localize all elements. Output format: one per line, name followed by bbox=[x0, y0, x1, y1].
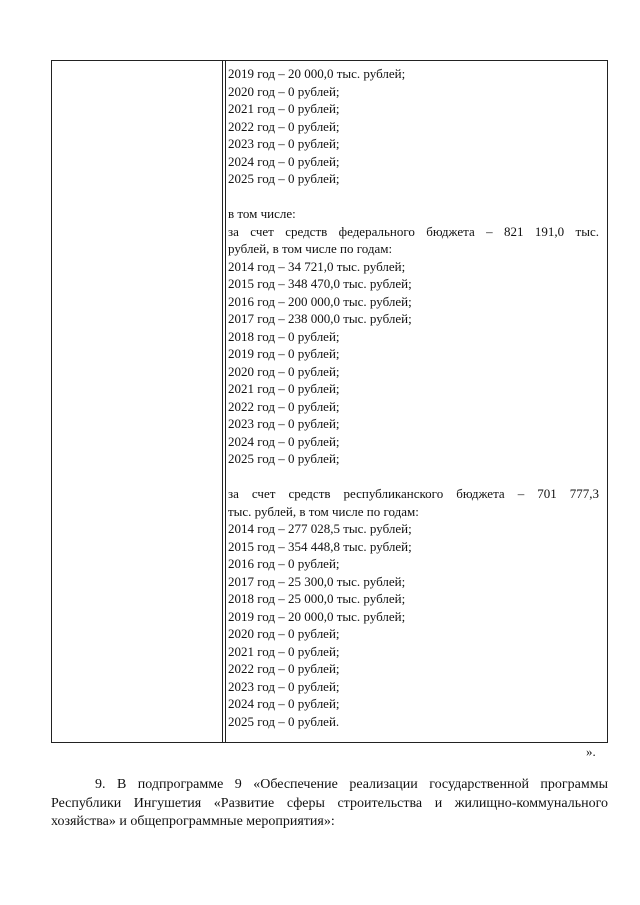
list-item: 2016 год – 200 000,0 тыс. рублей; bbox=[228, 293, 412, 309]
list-item: 2025 год – 0 рублей. bbox=[228, 713, 340, 729]
republic-list bbox=[228, 520, 599, 730]
list-item: 2017 год – 25 300,0 тыс. рублей; bbox=[228, 573, 406, 589]
list-item: 2019 год – 20 000,0 тыс. рублей; bbox=[228, 66, 406, 81]
paragraph-line3: хозяйства» и общепрограммные мероприятия»: bbox=[51, 814, 335, 829]
list-item: 2016 год – 0 рублей; bbox=[228, 556, 340, 571]
republic-intro-line2: тыс. рублей, в том числе по годам: bbox=[228, 503, 419, 519]
amendment-paragraph bbox=[51, 776, 608, 832]
republic-intro-line1: за счет средств республиканского бюджета – 701 777,3 bbox=[228, 486, 599, 501]
list-item: 2019 год – 20 000,0 тыс. рублей; bbox=[228, 608, 406, 624]
in-that-number-label: в том числе: bbox=[228, 206, 296, 221]
list-item: 2019 год – 0 рублей; bbox=[228, 346, 340, 361]
list-item: 2021 год – 0 рублей; bbox=[228, 643, 340, 659]
list-item: 2018 год – 25 000,0 тыс. рублей; bbox=[228, 591, 406, 606]
federal-intro-line1: за счет средств федерального бюджета – 821 191,0 тыс. bbox=[228, 223, 599, 239]
list-item: 2015 год – 348 470,0 тыс. рублей; bbox=[228, 276, 412, 291]
funding-table bbox=[51, 60, 608, 743]
list-item: 2021 год – 0 рублей; bbox=[228, 101, 340, 116]
table-left-column bbox=[52, 61, 223, 742]
table-right-column bbox=[228, 65, 599, 730]
list-item: 2023 год – 0 рублей; bbox=[228, 136, 340, 151]
block1-list bbox=[228, 65, 599, 188]
list-item: 2014 год – 34 721,0 тыс. рублей; bbox=[228, 258, 406, 274]
list-item: 2015 год – 354 448,8 тыс. рублей; bbox=[228, 538, 412, 554]
list-item: 2022 год – 0 рублей; bbox=[228, 398, 340, 414]
list-item: 2025 год – 0 рублей; bbox=[228, 171, 340, 186]
list-item: 2022 год – 0 рублей; bbox=[228, 661, 340, 676]
paragraph-line1: 9. В подпрограмме 9 «Обеспечение реализации государственной программы bbox=[95, 777, 608, 792]
list-item: 2023 год – 0 рублей; bbox=[228, 678, 340, 694]
list-item: 2014 год – 277 028,5 тыс. рублей; bbox=[228, 521, 412, 536]
closing-quote: ». bbox=[586, 744, 596, 759]
list-item: 2023 год – 0 рублей; bbox=[228, 416, 340, 431]
list-item: 2020 год – 0 рублей; bbox=[228, 626, 340, 641]
list-item: 2024 год – 0 рублей; bbox=[228, 433, 340, 449]
federal-list bbox=[228, 258, 599, 468]
list-item: 2020 год – 0 рублей; bbox=[228, 83, 340, 99]
list-item: 2025 год – 0 рублей; bbox=[228, 451, 340, 466]
list-item: 2022 год – 0 рублей; bbox=[228, 118, 340, 134]
paragraph-line2: Республики Ингушетия «Развитие сферы строительства и жилищно-коммунального bbox=[51, 795, 608, 811]
list-item: 2021 год – 0 рублей; bbox=[228, 381, 340, 396]
list-item: 2018 год – 0 рублей; bbox=[228, 328, 340, 344]
list-item: 2024 год – 0 рублей; bbox=[228, 696, 340, 711]
list-item: 2020 год – 0 рублей; bbox=[228, 363, 340, 379]
federal-intro-line2: рублей, в том числе по годам: bbox=[228, 241, 393, 256]
list-item: 2024 год – 0 рублей; bbox=[228, 153, 340, 169]
list-item: 2017 год – 238 000,0 тыс. рублей; bbox=[228, 311, 412, 326]
